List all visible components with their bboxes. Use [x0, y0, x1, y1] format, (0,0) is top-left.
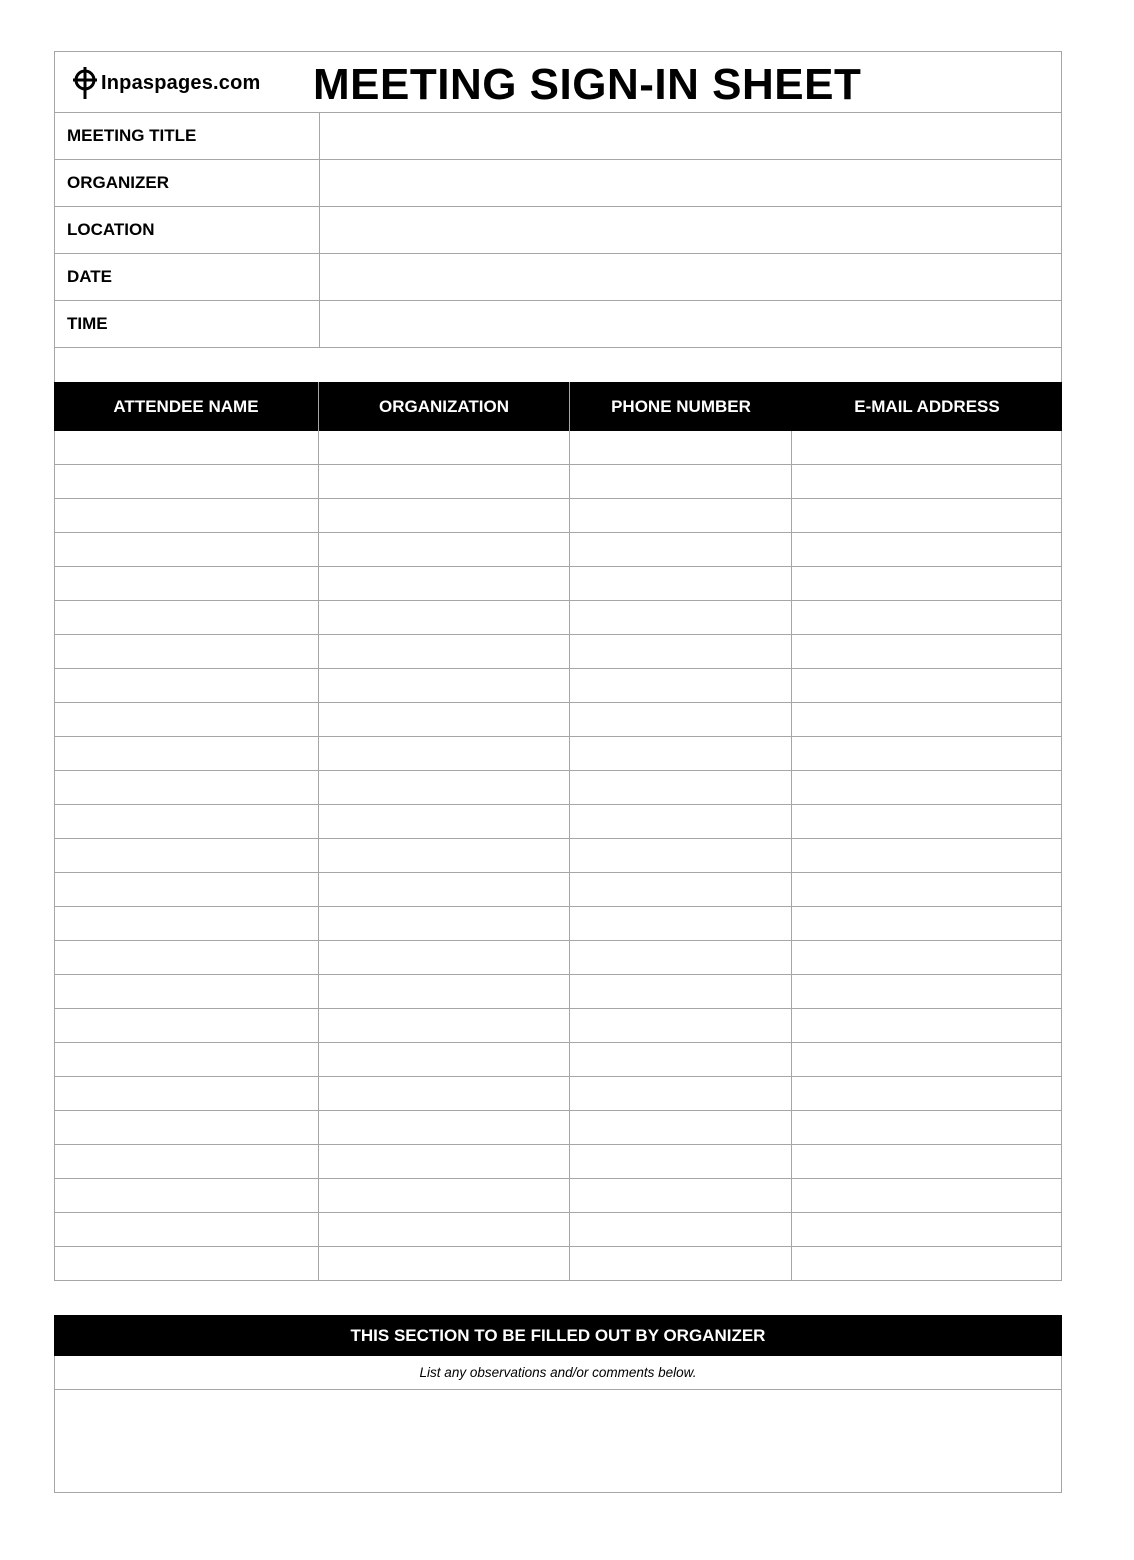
- table-row: [54, 1247, 1062, 1281]
- phone-number-cell[interactable]: [570, 1145, 792, 1178]
- attendee-table-header: [54, 382, 1062, 431]
- table-row: [54, 873, 1062, 907]
- table-row: [54, 601, 1062, 635]
- phone-number-cell[interactable]: [570, 1009, 792, 1042]
- attendee-name-cell[interactable]: [55, 465, 319, 498]
- phone-number-cell[interactable]: [570, 533, 792, 566]
- organizer-section-note: List any observations and/or comments below.: [54, 1356, 1062, 1390]
- email-address-cell[interactable]: [792, 635, 1061, 668]
- attendee-name-cell[interactable]: [55, 1043, 319, 1076]
- attendee-name-cell[interactable]: [55, 703, 319, 736]
- phone-number-cell[interactable]: [570, 1077, 792, 1110]
- organization-cell[interactable]: [319, 805, 570, 838]
- attendee-name-cell[interactable]: [55, 431, 319, 464]
- organization-cell[interactable]: [319, 1009, 570, 1042]
- table-row: [54, 737, 1062, 771]
- attendee-name-cell[interactable]: [55, 1179, 319, 1212]
- email-address-cell[interactable]: [792, 533, 1061, 566]
- phone-number-cell[interactable]: [570, 1111, 792, 1144]
- attendee-name-cell[interactable]: [55, 1009, 319, 1042]
- info-value-field[interactable]: [320, 301, 1061, 347]
- email-address-cell[interactable]: [792, 601, 1061, 634]
- email-address-cell[interactable]: [792, 1213, 1061, 1246]
- phone-number-cell[interactable]: [570, 635, 792, 668]
- email-address-cell[interactable]: [792, 839, 1061, 872]
- table-row: [54, 635, 1062, 669]
- phone-number-cell[interactable]: [570, 941, 792, 974]
- email-address-cell[interactable]: [792, 1145, 1061, 1178]
- organization-cell[interactable]: [319, 499, 570, 532]
- attendee-name-cell[interactable]: [55, 1077, 319, 1110]
- phone-number-cell[interactable]: [570, 499, 792, 532]
- organization-cell[interactable]: [319, 533, 570, 566]
- phone-number-cell[interactable]: [570, 567, 792, 600]
- table-row: [54, 941, 1062, 975]
- table-row: [54, 703, 1062, 737]
- attendee-name-cell[interactable]: [55, 907, 319, 940]
- attendee-name-cell[interactable]: [55, 1213, 319, 1246]
- phone-number-cell[interactable]: [570, 1179, 792, 1212]
- table-row: [54, 1043, 1062, 1077]
- attendee-name-cell[interactable]: [55, 737, 319, 770]
- phone-number-cell[interactable]: [570, 805, 792, 838]
- info-row: [54, 207, 1062, 254]
- attendee-name-cell[interactable]: [55, 499, 319, 532]
- organization-cell[interactable]: [319, 737, 570, 770]
- email-address-cell[interactable]: [792, 771, 1061, 804]
- organization-cell[interactable]: [319, 431, 570, 464]
- info-row: [54, 254, 1062, 301]
- email-address-cell[interactable]: [792, 431, 1061, 464]
- table-row: [54, 533, 1062, 567]
- table-row: [54, 839, 1062, 873]
- organizer-comments-field[interactable]: [54, 1390, 1062, 1493]
- phone-number-cell[interactable]: [570, 737, 792, 770]
- organization-cell[interactable]: [319, 873, 570, 906]
- info-value-field[interactable]: [320, 207, 1061, 253]
- email-address-cell[interactable]: [792, 941, 1061, 974]
- organization-cell[interactable]: [319, 771, 570, 804]
- table-row: [54, 567, 1062, 601]
- phone-number-cell[interactable]: [570, 1043, 792, 1076]
- attendee-name-cell[interactable]: [55, 1145, 319, 1178]
- table-row: [54, 907, 1062, 941]
- organization-cell[interactable]: [319, 465, 570, 498]
- attendee-name-cell[interactable]: [55, 839, 319, 872]
- email-address-cell[interactable]: [792, 737, 1061, 770]
- organization-cell[interactable]: [319, 1247, 570, 1280]
- attendee-name-cell[interactable]: [55, 1111, 319, 1144]
- page-title: MEETING SIGN-IN SHEET: [313, 60, 862, 109]
- email-address-cell[interactable]: [792, 567, 1061, 600]
- email-address-cell[interactable]: [792, 1111, 1061, 1144]
- phone-number-cell[interactable]: [570, 1247, 792, 1280]
- table-row: [54, 1213, 1062, 1247]
- table-row: [54, 805, 1062, 839]
- attendee-name-cell[interactable]: [55, 669, 319, 702]
- table-row: [54, 465, 1062, 499]
- email-address-cell[interactable]: [792, 499, 1061, 532]
- logo-text: Inpaspages.com: [101, 71, 261, 94]
- email-address-cell[interactable]: [792, 703, 1061, 736]
- email-address-cell[interactable]: [792, 975, 1061, 1008]
- attendee-name-cell[interactable]: [55, 805, 319, 838]
- table-row: [54, 975, 1062, 1009]
- organization-cell[interactable]: [319, 635, 570, 668]
- organization-cell[interactable]: [319, 1213, 570, 1246]
- phone-number-cell[interactable]: [570, 465, 792, 498]
- organization-cell[interactable]: [319, 1043, 570, 1076]
- info-value-field[interactable]: [320, 113, 1061, 159]
- phone-number-cell[interactable]: [570, 873, 792, 906]
- organization-cell[interactable]: [319, 975, 570, 1008]
- table-row: [54, 431, 1062, 465]
- info-label: ORGANIZER: [55, 160, 320, 206]
- column-header-organization: ORGANIZATION: [319, 382, 570, 431]
- organization-cell[interactable]: [319, 601, 570, 634]
- attendee-name-cell[interactable]: [55, 567, 319, 600]
- organization-cell[interactable]: [319, 1077, 570, 1110]
- organization-cell[interactable]: [319, 567, 570, 600]
- sign-in-sheet: [54, 51, 1062, 1281]
- info-row: [54, 301, 1062, 348]
- attendee-name-cell[interactable]: [55, 533, 319, 566]
- table-row: [54, 1179, 1062, 1213]
- organization-cell[interactable]: [319, 1179, 570, 1212]
- email-address-cell[interactable]: [792, 669, 1061, 702]
- attendee-name-cell[interactable]: [55, 941, 319, 974]
- email-address-cell[interactable]: [792, 1247, 1061, 1280]
- organization-cell[interactable]: [319, 669, 570, 702]
- phone-number-cell[interactable]: [570, 1213, 792, 1246]
- site-logo: [71, 66, 261, 100]
- column-header-phone-number: PHONE NUMBER: [611, 396, 751, 416]
- sheet-header: [54, 51, 1062, 113]
- attendee-name-cell[interactable]: [55, 771, 319, 804]
- table-row: [54, 1111, 1062, 1145]
- table-row: [54, 1077, 1062, 1111]
- phone-number-cell[interactable]: [570, 771, 792, 804]
- table-row: [54, 1009, 1062, 1043]
- info-value-field[interactable]: [320, 160, 1061, 206]
- email-address-cell[interactable]: [792, 907, 1061, 940]
- attendee-name-cell[interactable]: [55, 975, 319, 1008]
- phone-number-cell[interactable]: [570, 839, 792, 872]
- email-address-cell[interactable]: [792, 1179, 1061, 1212]
- info-label: LOCATION: [55, 207, 320, 253]
- column-header-email-address: E-MAIL ADDRESS: [854, 396, 1000, 416]
- email-address-cell[interactable]: [792, 805, 1061, 838]
- attendee-name-cell[interactable]: [55, 873, 319, 906]
- organizer-section: [54, 1315, 1062, 1493]
- info-value-field[interactable]: [320, 254, 1061, 300]
- spacer-row: [54, 348, 1062, 382]
- organization-cell[interactable]: [319, 1145, 570, 1178]
- info-row: [54, 160, 1062, 207]
- attendee-name-cell[interactable]: [55, 635, 319, 668]
- phone-number-cell[interactable]: [570, 669, 792, 702]
- email-address-cell[interactable]: [792, 873, 1061, 906]
- column-header-attendee-name: ATTENDEE NAME: [54, 382, 319, 431]
- organization-cell[interactable]: [319, 839, 570, 872]
- attendee-name-cell[interactable]: [55, 1247, 319, 1280]
- info-label: MEETING TITLE: [55, 113, 320, 159]
- organizer-section-header: THIS SECTION TO BE FILLED OUT BY ORGANIZER: [54, 1315, 1062, 1356]
- phone-number-cell[interactable]: [570, 907, 792, 940]
- email-address-cell[interactable]: [792, 1009, 1061, 1042]
- info-label: DATE: [55, 254, 320, 300]
- table-row: [54, 499, 1062, 533]
- attendee-table-body: [54, 431, 1062, 1281]
- phone-number-cell[interactable]: [570, 975, 792, 1008]
- phone-number-cell[interactable]: [570, 703, 792, 736]
- attendee-name-cell[interactable]: [55, 601, 319, 634]
- email-address-cell[interactable]: [792, 1043, 1061, 1076]
- organization-cell[interactable]: [319, 907, 570, 940]
- info-label: TIME: [55, 301, 320, 347]
- organization-cell[interactable]: [319, 1111, 570, 1144]
- crosshair-pin-icon: [71, 66, 99, 100]
- phone-number-cell[interactable]: [570, 431, 792, 464]
- email-address-cell[interactable]: [792, 1077, 1061, 1110]
- organization-cell[interactable]: [319, 941, 570, 974]
- table-row: [54, 771, 1062, 805]
- phone-number-cell[interactable]: [570, 601, 792, 634]
- table-row: [54, 1145, 1062, 1179]
- info-row: [54, 113, 1062, 160]
- organization-cell[interactable]: [319, 703, 570, 736]
- email-address-cell[interactable]: [792, 465, 1061, 498]
- table-row: [54, 669, 1062, 703]
